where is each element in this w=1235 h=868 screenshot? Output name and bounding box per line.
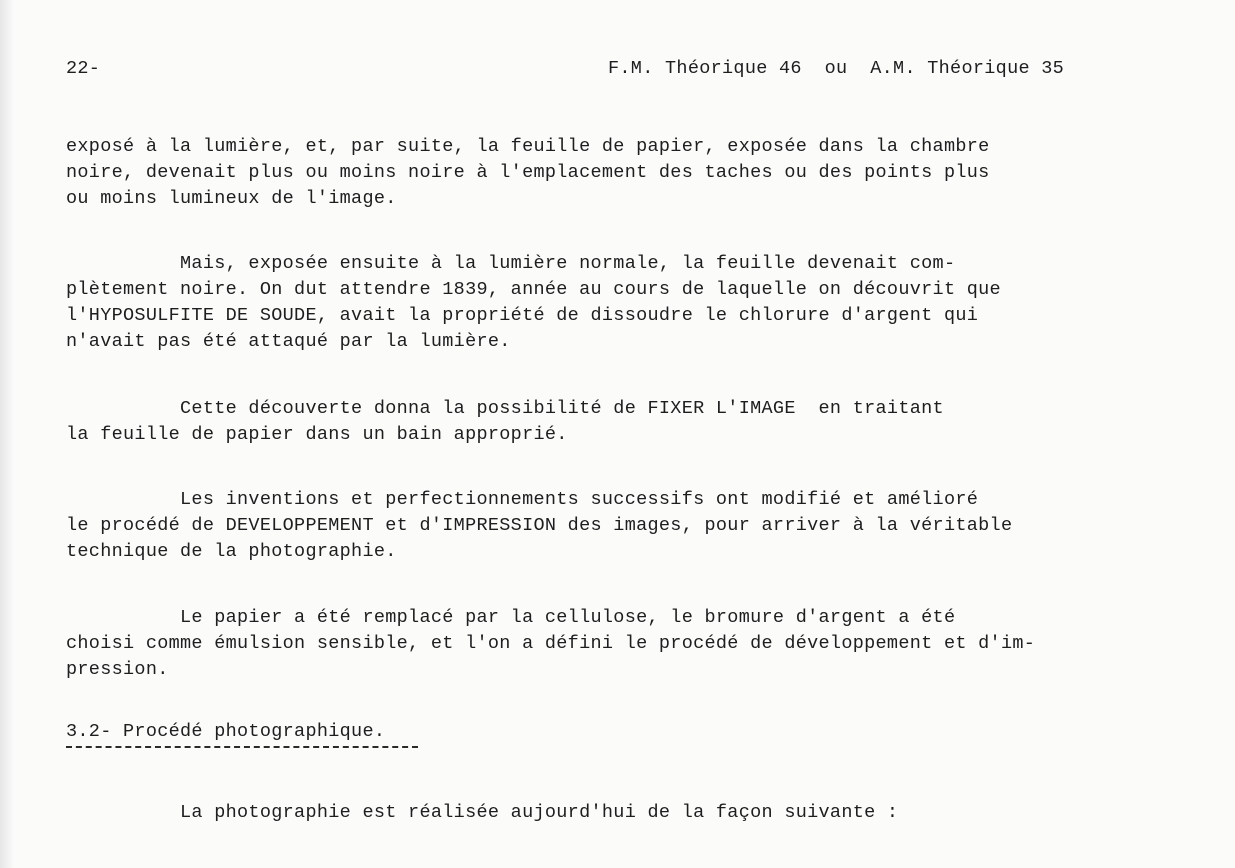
- page-number: 22-: [66, 58, 101, 79]
- paragraph-2-line-3: l'HYPOSULFITE DE SOUDE, avait la propriété de dissoudre le chlorure d'argent qui: [66, 305, 979, 326]
- paragraph-4-line-1: Les inventions et perfectionnements successifs ont modifié et amélioré: [66, 489, 979, 510]
- paragraph-2-line-1: Mais, exposée ensuite à la lumière normale, la feuille devenait com-: [66, 253, 956, 274]
- paragraph-3-line-1: Cette découverte donna la possibilité de FIXER L'IMAGE en traitant: [66, 398, 944, 419]
- section-intro-line: La photographie est réalisée aujourd'hui de la façon suivante :: [66, 802, 899, 823]
- paragraph-1-line-1: exposé à la lumière, et, par suite, la feuille de papier, exposée dans la chambre: [66, 136, 990, 157]
- paragraph-5-line-2: choisi comme émulsion sensible, et l'on a défini le procédé de développement et d'im-: [66, 633, 1036, 654]
- paragraph-3-line-2: la feuille de papier dans un bain approprié.: [66, 424, 568, 445]
- paragraph-2-line-2: plètement noire. On dut attendre 1839, année au cours de laquelle on découvrit que: [66, 279, 1001, 300]
- paragraph-5-line-1: Le papier a été remplacé par la cellulose, le bromure d'argent a été: [66, 607, 956, 628]
- paragraph-5-line-3: pression.: [66, 659, 169, 680]
- paragraph-2-line-4: n'avait pas été attaqué par la lumière.: [66, 331, 511, 352]
- page-header-title: F.M. Théorique 46 ou A.M. Théorique 35: [608, 58, 1065, 79]
- paragraph-1-line-3: ou moins lumineux de l'image.: [66, 188, 397, 209]
- section-heading-underline: [66, 746, 418, 748]
- paragraph-1-line-2: noire, devenait plus ou moins noire à l'emplacement des taches ou des points plus: [66, 162, 990, 183]
- paragraph-4-line-2: le procédé de DEVELOPPEMENT et d'IMPRESSION des images, pour arriver à la véritable: [66, 515, 1013, 536]
- scan-edge-shadow: [0, 0, 14, 868]
- paragraph-4-line-3: technique de la photographie.: [66, 541, 397, 562]
- section-heading: 3.2- Procédé photographique.: [66, 721, 386, 742]
